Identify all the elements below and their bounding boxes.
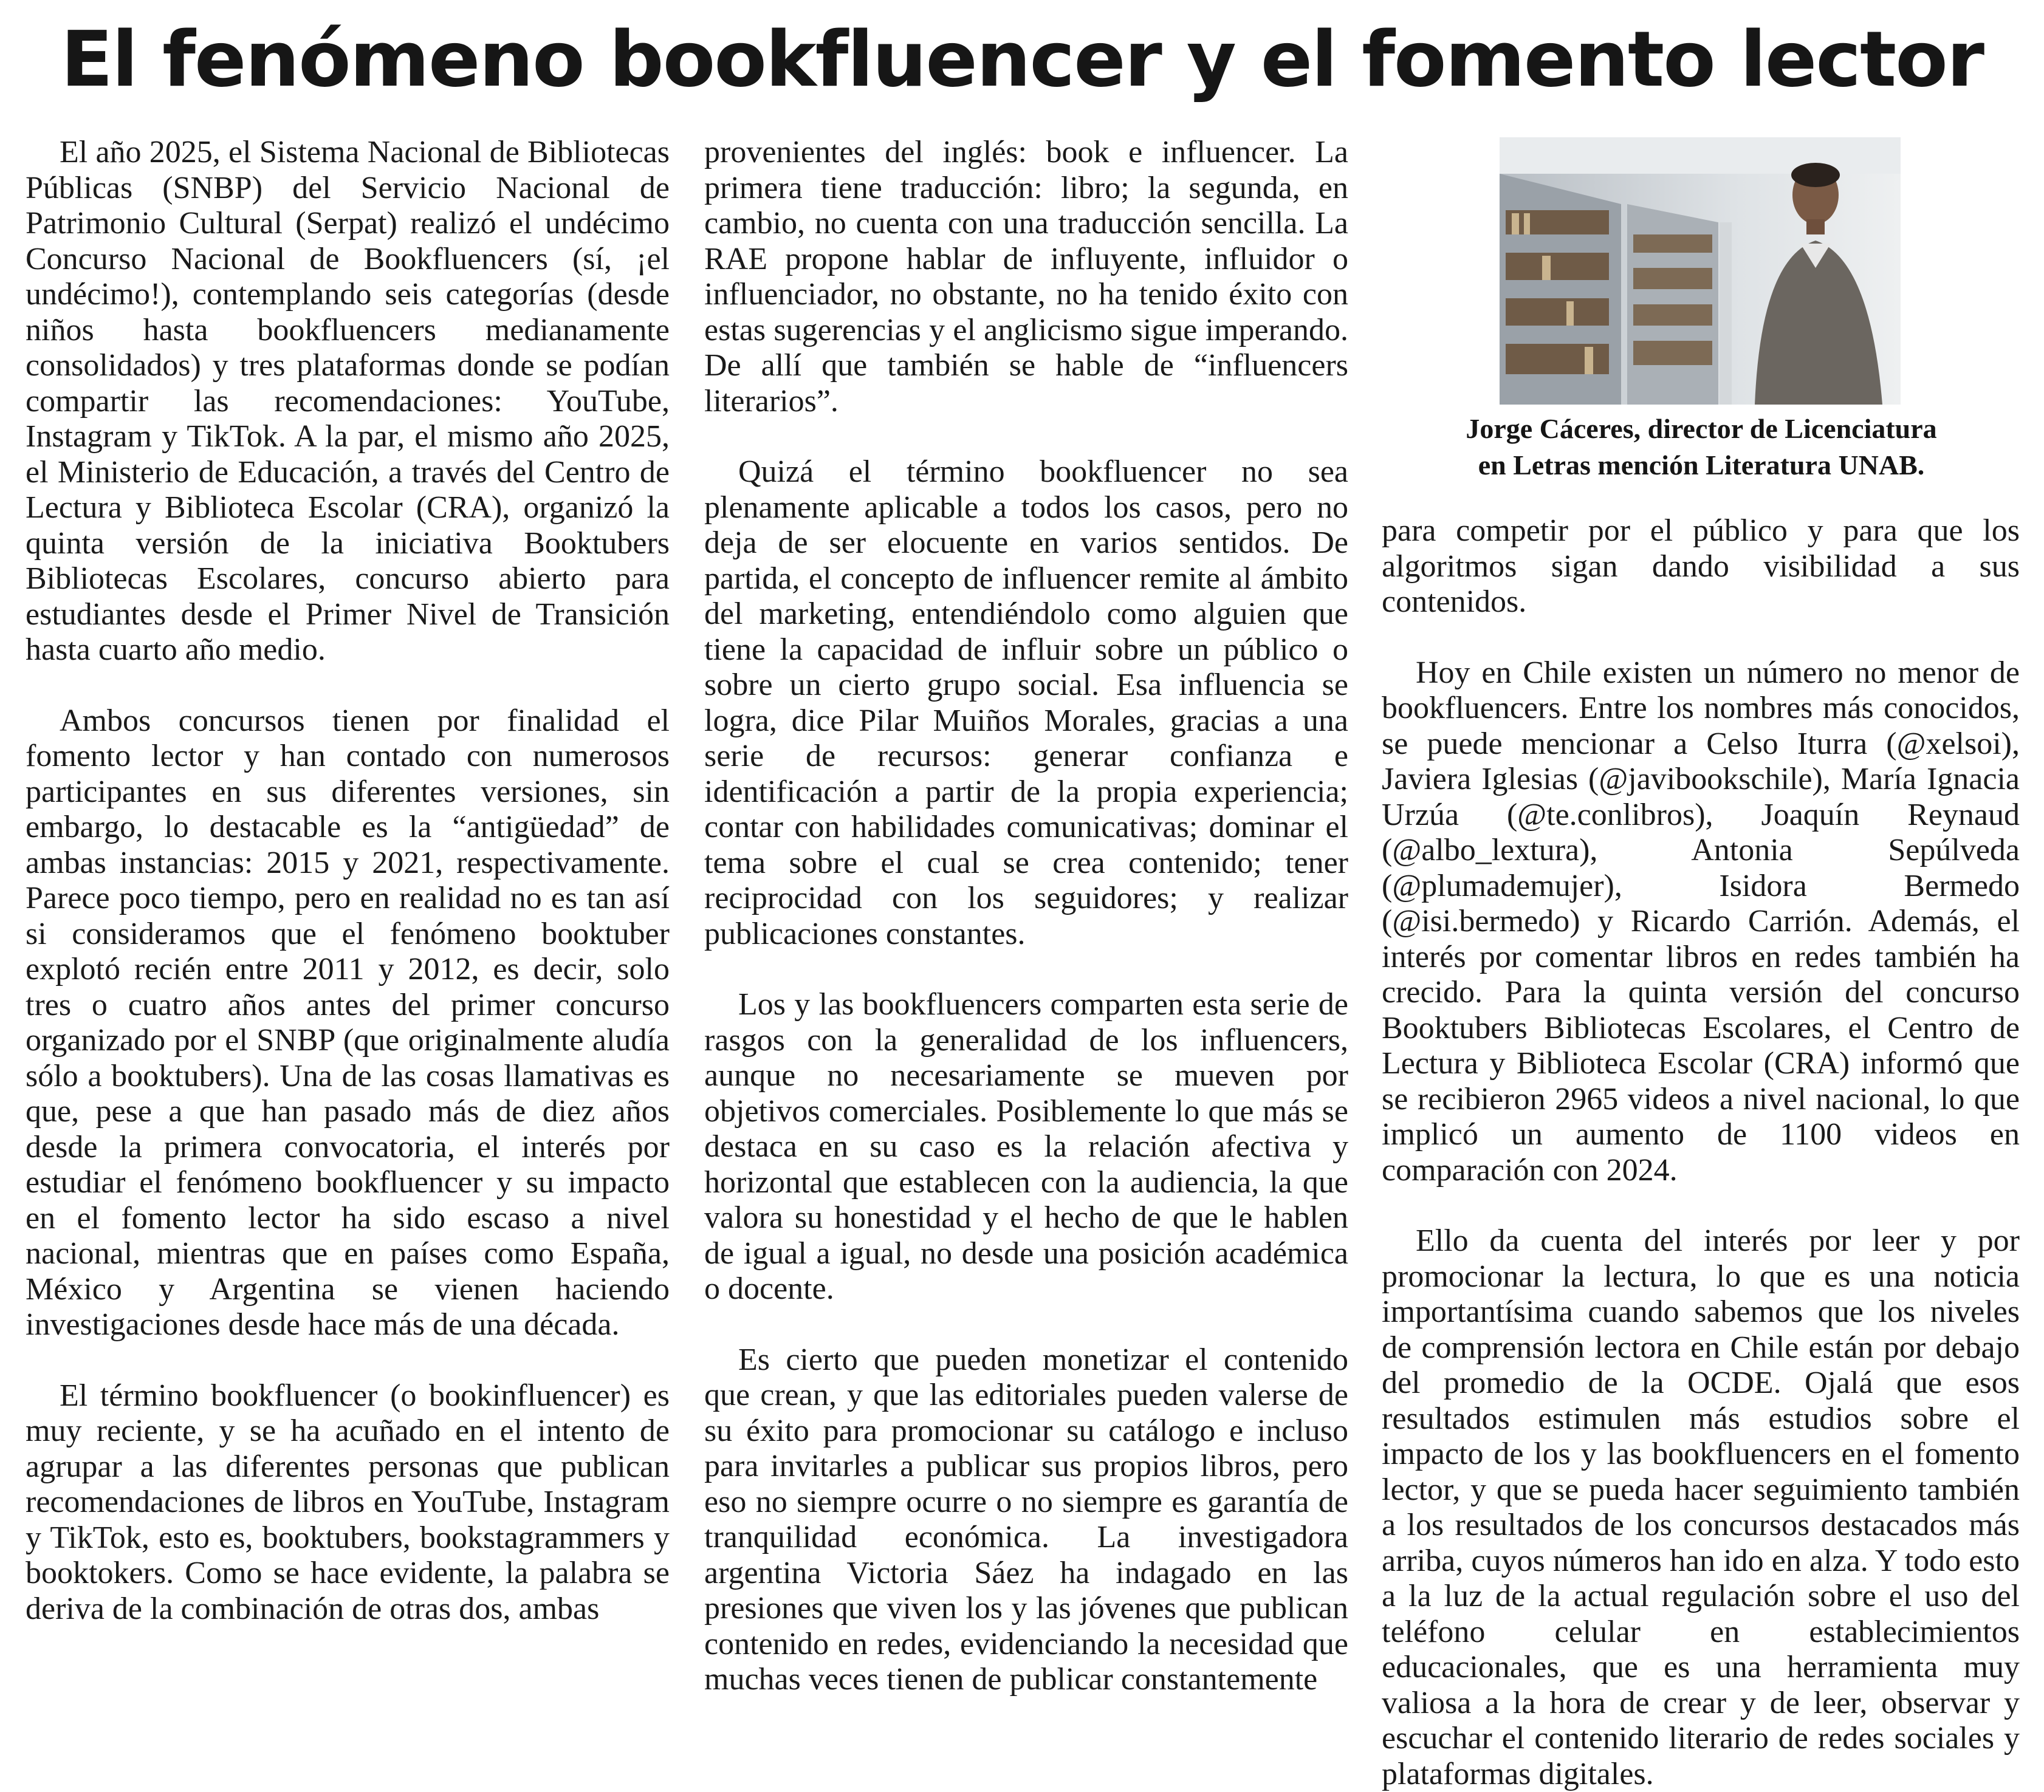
author-photo (1500, 137, 1901, 405)
paragraph: Hoy en Chile existen un número no menor de bookfluencers. Entre los nombres más conocidos, se puede mencionar a Celso Iturra (@xelsoi), Javiera Iglesias (@javibookschile), María Ignacia Urzúa (@te.conlibros), Joaquín Reynaud (@albo_lextura), Antonia Sepúlveda (@plumademujer), Isidora Bermedo (@isi.bermedo) y Ricardo Carrión. Además, el interés por comentar libros en redes también ha crecido. Para la quinta versión del concurso Booktubers Bibliotecas Escolares, el Centro de Lectura y Biblioteca Escolar (CRA) informó que se recibieron 2965 videos a nivel nacional, lo que implicó un aumento de 1100 videos en comparación con 2024. (1382, 655, 2020, 1188)
caption-line-2: en Letras mención Literatura UNAB. (1478, 450, 1925, 480)
paragraph: Quizá el término bookfluencer no sea plenamente aplicable a todos los casos, pero no deja de ser elocuente en varios sentidos. De partida, el concepto de influencer remite al ámbito del marketing, entendiéndolo como alguien que tiene la capacidad de influir sobre un público o sobre un cierto grupo social. Esa influencia se logra, dice Pilar Muiños Morales, gracias a una serie de recursos: generar confianza e identificación a partir de la propia experiencia; contar con habilidades comunicativas; dominar el tema sobre el cual se crea contenido; tener reciprocidad con los seguidores; y realizar publicaciones constantes. (704, 454, 1348, 951)
photo-caption (1398, 411, 2005, 484)
caption-line-1: Jorge Cáceres, director de Licenciatura (1466, 413, 1937, 444)
paragraph: provenientes del inglés: book e influencer. La primera tiene traducción: libro; la segunda, en cambio, no cuenta con una traducción sencilla. La RAE propone hablar de influyente, influidor o influenciador, no obstante, no ha tenido éxito con estas sugerencias y el anglicismo sigue imperando. De allí que también se hable de “influencers literarios”. (704, 135, 1348, 419)
paragraph: Los y las bookfluencers comparten esta serie de rasgos con la generalidad de los influencers, aunque no necesariamente se mueven por objetivos comerciales. Posiblemente lo que más se destaca en su caso es la relación afectiva y horizontal que establecen con la audiencia, la que valora su honestidad y el hecho de que le hablen de igual a igual, no desde una posición académica o docente. (704, 987, 1348, 1306)
column-1 (26, 135, 670, 1627)
headline: El fenómeno bookfluencer y el fomento lector (61, 15, 1983, 104)
paragraph: Ambos concursos tienen por finalidad el fomento lector y han contado con numerosos participantes en sus diferentes versiones, sin embargo, lo destacable es la “antigüedad” de ambas instancias: 2015 y 2021, respectivamente. Parece poco tiempo, pero en realidad no es tan así si consideramos que el fenómeno booktuber explotó recién entre 2011 y 2012, es decir, solo tres o cuatro años antes del primer concurso organizado por el SNBP (que originalmente aludía sólo a booktubers). Una de las cosas llamativas es que, pese a que han pasado más de diez años desde la primera convocatoria, el interés por estudiar el fenómeno bookfluencer y su impacto en el fomento lector ha sido escaso a nivel nacional, mientras que en países como España, México y Argentina se vienen haciendo investigaciones desde hace más de una década. (26, 703, 670, 1342)
paragraph: El término bookfluencer (o bookinfluencer) es muy reciente, y se ha acuñado en el intento de agrupar a las diferentes personas que publican recomendaciones de libros en YouTube, Instagram y TikTok, esto es, booktubers, bookstagrammers y booktokers. Como se hace evidente, la palabra se deriva de la combinación de otras dos, ambas (26, 1378, 670, 1626)
paragraph: Ello da cuenta del interés por leer y por promocionar la lectura, lo que es una noticia importantísima cuando sabemos que los niveles de comprensión lectora en Chile están por debajo del promedio de la OCDE. Ojalá que esos resultados estimulen más estudios sobre el impacto de los y las bookfluencers en el fomento lector, y que se pueda hacer seguimiento también a los resultados de los concursos destacados más arriba, cuyos números han ido en alza. Y todo esto a la luz de la actual regulación sobre el uso del teléfono celular en establecimientos educacionales, que es una herramienta muy valiosa a la hora de crear y de leer, observar y escuchar el contenido literario de redes sociales y plataformas digitales. (1382, 1223, 2020, 1791)
column-3 (1382, 513, 2020, 1792)
paragraph: El año 2025, el Sistema Nacional de Bibliotecas Públicas (SNBP) del Servicio Nacional de Patrimonio Cultural (Serpat) realizó el undécimo Concurso Nacional de Bookfluencers (sí, ¡el undécimo!), contemplando seis categorías (desde niños hasta bookfluencers medianamente consolidados) y tres plataformas donde se podían compartir las recomendaciones: YouTube, Instagram y TikTok. A la par, el mismo año 2025, el Ministerio de Educación, a través del Centro de Lectura y Biblioteca Escolar (CRA), organizó la quinta versión de la iniciativa Booktubers Bibliotecas Escolares, concurso abierto para estudiantes desde el Primer Nivel de Transición hasta cuarto año medio. (26, 135, 670, 667)
column-2 (704, 135, 1348, 1698)
paragraph: Es cierto que pueden monetizar el contenido que crean, y que las editoriales pueden valerse de su éxito para promocionar su catálogo e incluso para invitarles a publicar sus propios libros, pero eso no siempre ocurre o no siempre es garantía de tranquilidad económica. La investigadora argentina Victoria Sáez ha indagado en las presiones que viven los y las jóvenes que publican contenido en redes, evidenciando la necesidad que muchas veces tienen de publicar constantemente (704, 1342, 1348, 1697)
paragraph: para competir por el público y para que los algoritmos sigan dando visibilidad a sus contenidos. (1382, 513, 2020, 619)
